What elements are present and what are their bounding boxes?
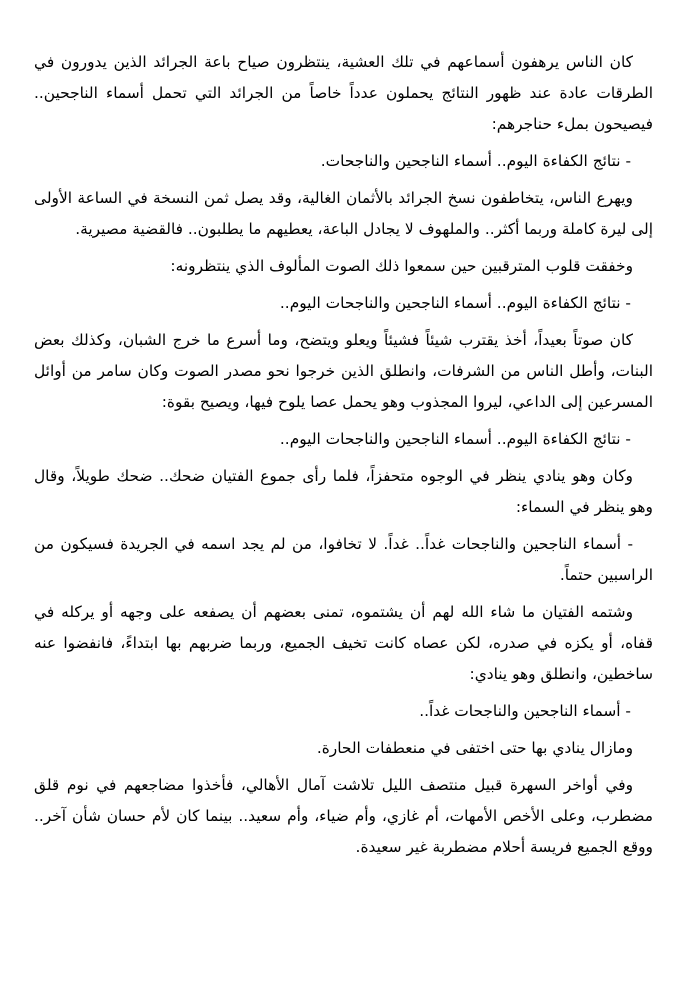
paragraph-8: ومازال ينادي بها حتى اختفى في منعطفات الحارة. bbox=[316, 739, 633, 757]
paragraph-3: وخفقت قلوب المترقبين حين سمعوا ذلك الصوت المألوف الذي ينتظرونه: bbox=[170, 257, 633, 275]
dialog-line-4: - أسماء الناجحين والناجحات غداً.. bbox=[419, 702, 631, 720]
dialog-line-2: - نتائج الكفاءة اليوم.. أسماء الناجحين والناجحات اليوم.. bbox=[279, 294, 631, 312]
paragraph-9: وفي أواخر السهرة قبيل منتصف الليل تلاشت آمال الأهالي، فأخذوا مضاجعهم في نوم قلق مضطرب، وعلى الأخص الأمهات، أم غازي، وأم ضياء، وأم سعيد.. بينما كان لأم حسان شأن آخر.. ووقع الجميع فريسة أحلام مضطربة غير سعيدة. bbox=[34, 776, 653, 856]
paragraph-6: - أسماء الناجحين والناجحات غداً.. غداً. لا تخافوا، من لم يجد اسمه في الجريدة فسيكون من الراسبين حتماً. bbox=[34, 535, 653, 584]
paragraph-7: وشتمه الفتيان ما شاء الله لهم أن يشتموه، تمنى بعضهم أن يصفعه على وجهه أو يركله في قفاه، أو يكزه في صدره، لكن عصاه كانت تخيف الجميع، وربما ضربهم بها ابتداءً، فانفضوا عنه ساخطين، وانطلق وهو ينادي: bbox=[34, 603, 653, 683]
dialog-line-1: - نتائج الكفاءة اليوم.. أسماء الناجحين والناجحات. bbox=[320, 152, 631, 170]
paragraph-5: وكان وهو ينادي ينظر في الوجوه متحفزاً، فلما رأى جموع الفتيان ضحك.. ضحك طويلاً، وقال وهو ينظر في السماء: bbox=[34, 467, 653, 516]
paragraph-2: ويهرع الناس، يتخاطفون نسخ الجرائد بالأثمان الغالية، وقد يصل ثمن النسخة في الساعة الأولى إلى ليرة كاملة وربما أكثر.. والملهوف لا يجادل الباعة، يعطيهم ما يطلبون.. فالقضية مصيرية. bbox=[34, 189, 653, 238]
paragraph-1: كان الناس يرهفون أسماعهم في تلك العشية، ينتظرون صياح باعة الجرائد الذين يدورون في الطرقات عادة عند ظهور النتائج يحملون عدداً خاصاً من الجرائد التي تحمل أسماء الناجحين.. فيصيحون بملء حناجرهم: bbox=[34, 53, 653, 133]
dialog-line-3: - نتائج الكفاءة اليوم.. أسماء الناجحين والناجحات اليوم.. bbox=[279, 430, 631, 448]
paragraph-4: كان صوتاً بعيداً، أخذ يقترب شيئاً فشيئاً ويعلو ويتضح، وما أسرع ما خرج الشبان، وكذلك بعض البنات، وأطل الناس من الشرفات، وانطلق الذين خرجوا نحو مصدر الصوت وكان سامر من أوائل المسرعين إلى الداعي، ليروا المجذوب وهو يحمل عصا يلوح فيها، ويصيح بقوة: bbox=[34, 331, 653, 411]
